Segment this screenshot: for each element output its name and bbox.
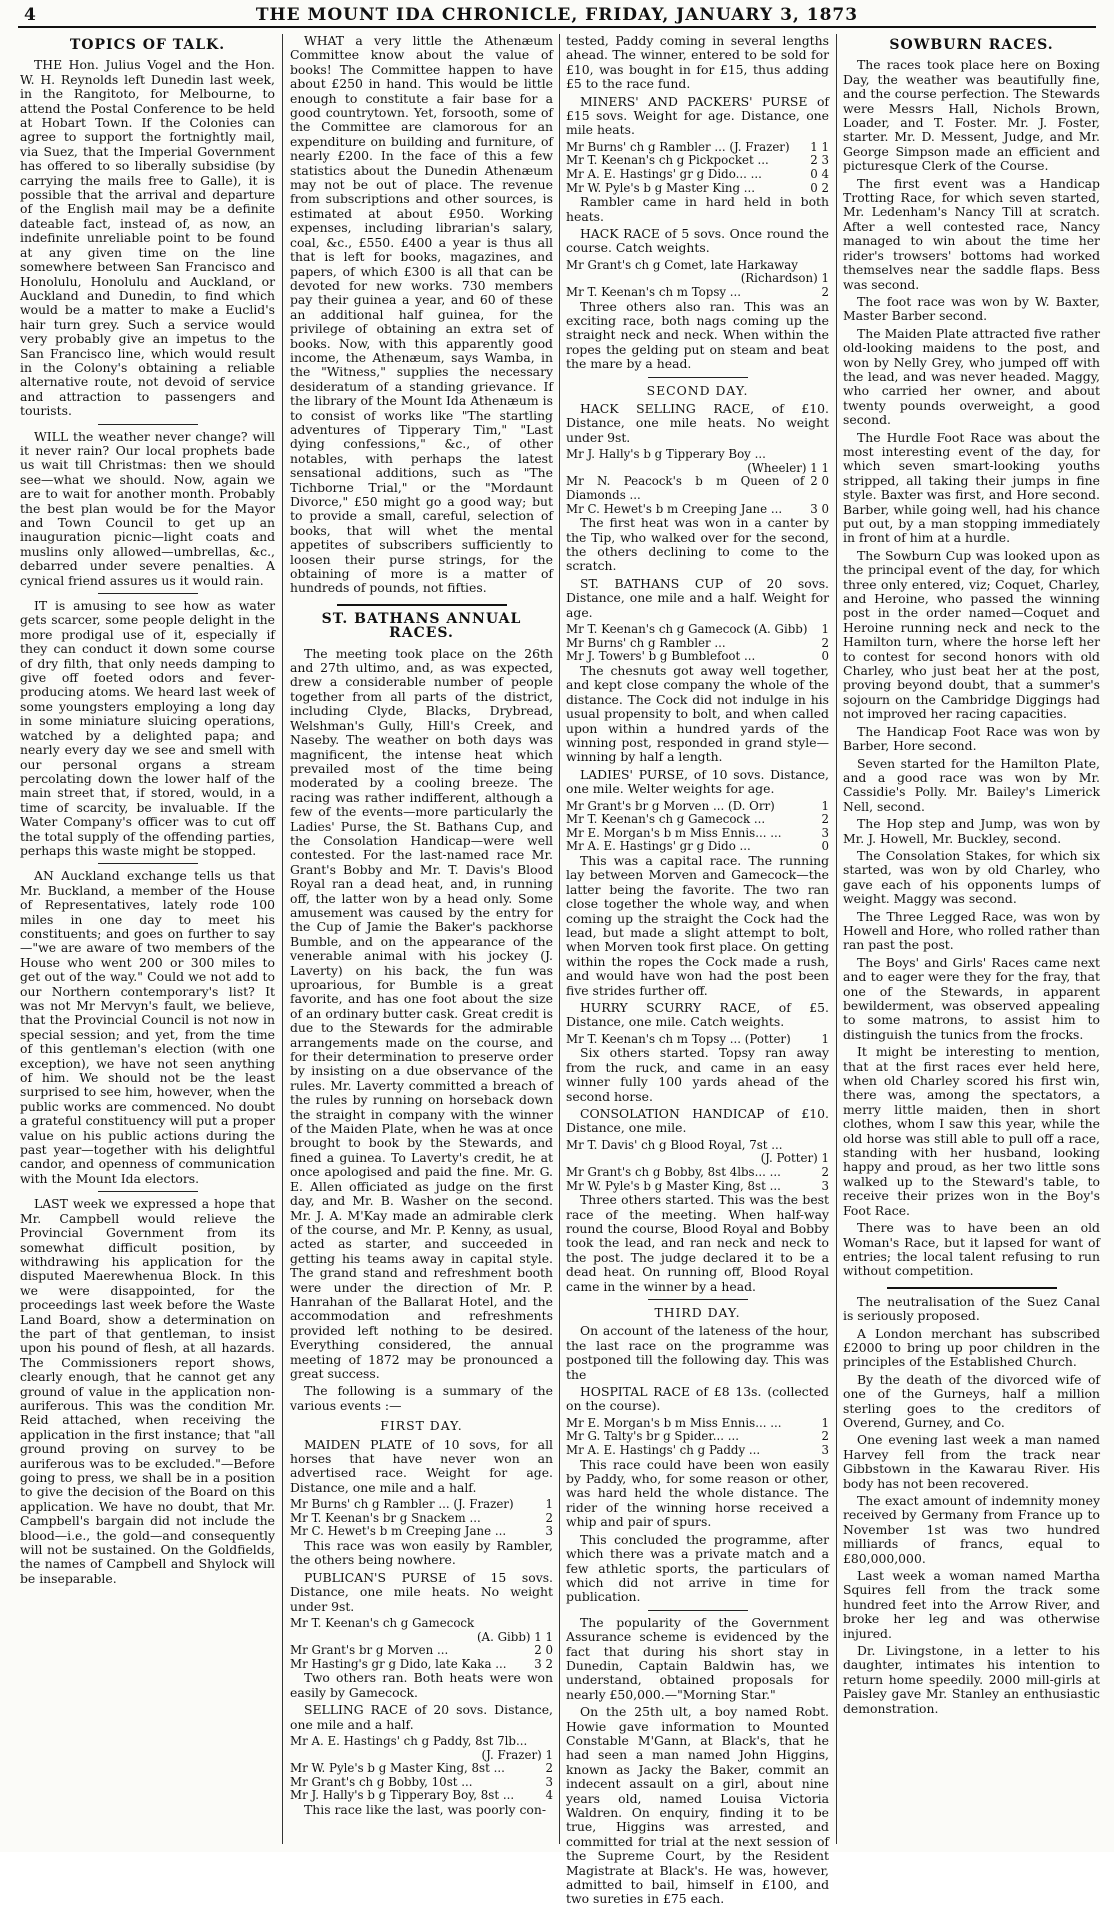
race-note: Three others started. This was the best race of the meeting. When half-way round the course, Blood Royal and Bobby took the lead, and ran neck and neck to the post. The judge declared it to be a dead heat. On running off, Blood Royal came in the winner by a head. — [566, 1192, 829, 1294]
news-item: The neutralisation of the Suez Canal is seriously proposed. — [843, 1293, 1100, 1324]
news-item: Dr. Livingstone, in a letter to his daughter, intimates his intention to return home speedily. 2000 mill-girls at Paisley gave Mr. Stanley an enthusiastic demonstration. — [843, 1643, 1100, 1716]
race-title: PUBLICAN'S PURSE of 15 sovs. Distance, one mile heats. No weight under 9st. — [290, 1569, 553, 1614]
result-horse: Mr T. Keenan's ch g Gamecock — [290, 1616, 475, 1631]
result-placing: 2 — [545, 1510, 553, 1525]
results-list — [290, 1762, 553, 1803]
result-placing: 0 — [821, 649, 829, 664]
column-divider — [559, 34, 560, 1844]
result-entry — [566, 286, 829, 300]
day-heading: FIRST DAY. — [380, 1418, 463, 1434]
result-placing: 1 — [821, 1031, 829, 1046]
st-bathans-heading: ST. BATHANS ANNUAL RACES. — [321, 610, 522, 642]
column-3 — [566, 33, 829, 1907]
news-item: By the death of the divorced wife of one of the Gurneys, half a million sterling goes to the creditors of Overend, Gurney, and Co. — [843, 1371, 1100, 1430]
column-4 — [843, 34, 1100, 1844]
article-paragraph: tested, Paddy coming in several lengths ahead. The winner, entered to be sold for £10, was bought in for £15, thus adding £5 to the race fund. — [566, 33, 829, 92]
result-entry — [566, 1444, 829, 1458]
result-entry — [566, 168, 829, 182]
masthead-title: THE MOUNT IDA CHRONICLE, FRIDAY, JANUARY 3, 1873 — [255, 5, 859, 25]
result-horse: Mr Burns' ch g Rambler ... — [566, 635, 726, 650]
result-placing — [547, 1617, 553, 1631]
result-jockey: (J. Potter) 1 — [760, 1151, 829, 1166]
column-divider — [282, 34, 283, 1844]
result-entry — [566, 503, 829, 517]
result-placing: 2 — [821, 635, 829, 650]
result-horse: Mr Grant's br g Morven ... — [290, 1643, 449, 1658]
column-2 — [290, 34, 553, 1844]
result-placing: 3 — [545, 1524, 553, 1539]
separator — [648, 377, 748, 378]
separator — [98, 1191, 198, 1192]
separator — [98, 424, 198, 425]
result-placing: 2 — [821, 285, 829, 300]
result-horse: Mr Grant's ch g Comet, late Harkaway — [566, 257, 798, 272]
result-entry — [566, 448, 829, 462]
results-list — [566, 1033, 829, 1047]
article-paragraph: The Hop step and Jump, was won by Mr. J. Howell, Mr. Buckley, second. — [843, 816, 1100, 846]
result-placing: 3 0 — [810, 501, 829, 516]
result-horse: Mr A. E. Hastings' ch g Paddy, 8st 7lb... — [290, 1734, 528, 1749]
result-entry — [290, 1789, 553, 1803]
result-placing — [823, 448, 829, 462]
result-placing: 3 — [821, 1443, 829, 1458]
result-horse: Mr T. Keenan's br g Snackem ... — [290, 1510, 481, 1525]
race-title: MINERS' AND PACKERS' PURSE of £15 sovs. Weight for age. Distance, one mile heats. — [566, 93, 829, 138]
article-paragraph: The Hurdle Foot Race was about the most interesting event of the day, for which seven smart-looking youths stripped, all taking their jumps in fine style. Baxter was first, and Hore second. Barber, while going well, had his chance put out, by a man stopping immediately in front of him at a hurdle. — [843, 429, 1100, 546]
article-paragraph: This concluded the programme, after which there was a private match and a few athletic sports, the particulars of which did not arrive in time for publication. — [566, 1531, 829, 1605]
result-placing — [823, 1139, 829, 1153]
results-list — [566, 800, 829, 854]
result-placing: 2 — [545, 1761, 553, 1776]
result-placing: 4 — [545, 1788, 553, 1803]
results-list — [566, 259, 829, 273]
results-list — [566, 475, 829, 516]
results-list — [290, 1498, 553, 1539]
result-horse: Mr W. Pyle's b g Master King, 8st ... — [290, 1761, 505, 1776]
result-entry — [290, 1644, 553, 1658]
result-placing — [547, 1735, 553, 1749]
result-jockey: (A. Gibb) 1 1 — [476, 1629, 553, 1644]
result-placing: 3 2 — [534, 1656, 553, 1671]
result-horse: Mr J. Hally's b g Tipperary Boy ... — [566, 447, 766, 462]
race-title: CONSOLATION HANDICAP of £10. Distance, one mile. — [566, 1106, 829, 1136]
race-title: MAIDEN PLATE of 10 sovs, for all horses that have never won an advertised race. Weight for age. Distance, one mile and a half. — [290, 1436, 553, 1495]
result-entry — [566, 1430, 829, 1444]
result-entry — [566, 1166, 829, 1180]
results-list — [566, 286, 829, 300]
result-horse: Mr A. E. Hastings' ch g Paddy ... — [566, 1443, 761, 1458]
article-paragraph: The Boys' and Girls' Races came next and to eager were they for the fray, that one of the Stewards, in apparent bewilderment, was observed appealing to some matrons, to assist him to distinguish the tunics from the frocks. — [843, 954, 1100, 1042]
article-paragraph: On account of the lateness of the hour, the last race on the programme was postponed till the following day. This was the — [566, 1323, 829, 1382]
article-paragraph: AN Auckland exchange tells us that Mr. Buckland, a member of the House of Representatives, lately rode 100 miles in one day to meet his constituents; and goes on further to say—"we are aware of two members of the House who went 200 or 300 miles to get out of the way." Could we not add to our Northern contemporary's list? It was not Mr Mervyn's fault, we believe, that the Provincial Council is not now in special session; and yet, from the time of this gentleman's election (with one exception), we have not seen anything of him. We should not be the least surprised to see him, however, when the public works are commenced. No doubt a grateful constituency will put a proper value on his public actions during the past year—together with his delightful candor, and openness of communication with the Mount Ida electors. — [20, 868, 275, 1186]
article-paragraph: The following is a summary of the various events :— — [290, 1383, 553, 1413]
day-heading: SECOND DAY. — [646, 382, 749, 398]
result-horse: Mr T. Keenan's ch g Pickpocket ... — [566, 153, 769, 168]
result-entry — [566, 182, 829, 196]
separator — [648, 1610, 748, 1611]
news-item: One evening last week a man named Harvey fell from the track near Gibbstown in the Kawarau River. His body has not been recovered. — [843, 1432, 1100, 1491]
result-entry — [566, 1139, 829, 1153]
result-horse: Mr Grant's ch g Bobby, 8st 4lbs... ... — [566, 1165, 781, 1179]
result-entry — [566, 259, 829, 273]
article-paragraph: WILL the weather never change? will it never rain? Our local prophets bade us wait till Christmas: then we should see—what we should. Now, again we are to wait for another month. Probably the best plan would be for the Mayor and Town Council to get up an inauguration picnic—light coats and muslins only allowed—umbrellas, &c., debarred under severe penalties. A cynical friend assures us it would rain. — [20, 428, 275, 588]
result-horse: Mr Hasting's gr g Dido, late Kaka ... — [290, 1656, 507, 1671]
topics-heading: TOPICS OF TALK. — [69, 37, 226, 53]
separator — [648, 1299, 748, 1300]
race-note: Two others ran. Both heats were won easily by Gamecock. — [290, 1670, 553, 1700]
news-item: Last week a woman named Martha Squires fell from the track some hundred feet into the Arrow River, and broke her leg and was otherwise injured. — [843, 1568, 1100, 1641]
race-title: HURRY SCURRY RACE, of £5. Distance, one mile. Catch weights. — [566, 999, 829, 1030]
result-entry — [566, 154, 829, 168]
result-entry — [566, 1180, 829, 1194]
result-horse: Mr G. Talty's br g Spider... ... — [566, 1429, 739, 1444]
article-paragraph: The foot race was won by W. Baxter, Master Barber second. — [843, 293, 1100, 324]
news-item: A London merchant has subscribed £2000 to bring up poor children in the principles of the Established Church. — [843, 1325, 1100, 1370]
results-list — [566, 1166, 829, 1193]
result-placing: 2 0 — [810, 474, 829, 489]
result-entry — [290, 1525, 553, 1539]
race-title: ST. BATHANS CUP of 20 sovs. Distance, one mile and a half. Weight for age. — [566, 575, 829, 620]
result-placing: 0 4 — [810, 167, 829, 182]
result-horse: Mr Grant's br g Morven ... (D. Orr) — [566, 798, 775, 813]
result-horse: Mr J. Towers' b g Bumblefoot ... — [566, 649, 756, 664]
result-horse: Mr E. Morgan's b m Miss Ennis... ... — [566, 1415, 782, 1430]
result-entry — [290, 1762, 553, 1776]
article-paragraph: IT is amusing to see how as water gets scarcer, some people delight in the more prodigal use of it, especially if they can conduct it down some course of dry filth, that only needs damping to give off foeted odors and fever-producing atoms. We heard last week of some youngsters employing a long day in some miniature sluicing operations, watched by a delighted papa; and nearly every day we see and smell with our personal organs a stream percolating down the lower half of the main street that, if stored, would, in a time of scarcity, be invaluable. If the Water Company's officer was to cut off the total supply of the offending parties, perhaps this waste might be stopped. — [20, 598, 275, 858]
column-1 — [20, 34, 275, 1844]
article-paragraph: The Handicap Foot Race was won by Barber, Hore second. — [843, 723, 1100, 754]
article-paragraph: Seven started for the Hamilton Plate, and a good race was won by Mr. Cassidie's Polly. Mr. Bailey's Limerick Nell, second. — [843, 755, 1100, 814]
result-entry — [290, 1512, 553, 1526]
result-horse: Mr Burns' ch g Rambler ... (J. Frazer) — [566, 139, 790, 154]
results-list — [566, 623, 829, 664]
result-entry — [566, 827, 829, 841]
result-horse: Mr T. Davis' ch g Blood Royal, 7st ... — [566, 1137, 783, 1152]
result-placing: 3 — [545, 1774, 553, 1789]
result-horse: Mr C. Hewet's b m Creeping Jane ... — [290, 1524, 507, 1539]
result-entry — [290, 1498, 553, 1512]
article-paragraph: The Consolation Stakes, for which six started, was won by old Charley, who gave each of his opponents lumps of weight. Maggy was second. — [843, 847, 1100, 907]
result-entry — [566, 623, 829, 637]
race-note: Rambler came in hard held in both heats. — [566, 194, 829, 224]
result-horse: Mr N. Peacock's b m Queen of Diamonds ... — [566, 474, 805, 503]
column-divider — [836, 34, 837, 1844]
sowburn-heading: SOWBURN RACES. — [889, 37, 1054, 53]
race-note: Three others also ran. This was an exciting race, both nags coming up the straight neck and neck. When within the ropes the gelding put on steam and beat the mare by a head. — [566, 298, 829, 372]
result-placing: 2 — [821, 1429, 829, 1444]
result-horse: Mr E. Morgan's b m Miss Ennis... ... — [566, 825, 782, 840]
result-entry — [290, 1776, 553, 1790]
masthead-rule — [18, 26, 1096, 28]
article-paragraph: The Maiden Plate attracted five rather old-looking maidens to the post, and won by Nelly Grey, who jumped off with the lead, and was never headed. Maggy, who carried her owner, and about twenty pounds overweight, a good second. — [843, 325, 1100, 428]
result-entry — [290, 1617, 553, 1631]
result-horse: Mr Grant's ch g Bobby, 10st ... — [290, 1774, 473, 1789]
results-list — [566, 141, 829, 195]
result-placing: 3 — [821, 825, 829, 840]
result-placing: 1 — [821, 1415, 829, 1430]
result-entry — [566, 475, 829, 502]
result-placing: 1 1 — [810, 139, 829, 154]
article-paragraph: The popularity of the Government Assurance scheme is evidenced by the fact that during his short stay in Dunedin, Captain Baldwin has, we understand, obtained proposals for nearly £50,000.—"Morning Star." — [566, 1614, 829, 1702]
result-horse: Mr W. Pyle's b g Master King ... — [566, 180, 756, 195]
article-paragraph: The first event was a Handicap Trotting Race, for which seven started, Mr. Ledenham's Nancy Till at scratch. After a well contested race, Nancy managed to win about the time her rider's trowsers' bottoms had worked themselves near the saddle flaps. Bess was second. — [843, 175, 1100, 292]
article-paragraph: It might be interesting to mention, that at the first races ever held here, when old Charley scored his first win, there was, among the spectators, a merry little maiden, then in short clothes, whom I saw this year, while the old horse was still able to pull off a race, standing with her husband, looking happy and proud, as her two little sons walked up to the Steward's table, to receive their prizes won in the Boy's Foot Race. — [843, 1044, 1100, 1218]
result-horse: Mr T. Keenan's ch g Gamecock ... — [566, 812, 766, 827]
result-horse: Mr C. Hewet's b m Creeping Jane ... — [566, 501, 783, 516]
result-placing: 2 — [821, 812, 829, 827]
masthead — [0, 0, 1114, 32]
result-placing: 2 3 — [810, 153, 829, 168]
result-entry — [566, 813, 829, 827]
race-title: HOSPITAL RACE of £8 13s. (collected on the course). — [566, 1384, 829, 1414]
result-placing: 1 — [821, 798, 829, 813]
result-jockey: (Richardson) 1 — [740, 271, 829, 286]
race-title: HACK RACE of 5 sovs. Once round the course. Catch weights. — [566, 226, 829, 256]
race-title: SELLING RACE of 20 sovs. Distance, one mile and a half. — [290, 1702, 553, 1732]
result-placing: 1 — [545, 1497, 553, 1512]
race-note: This race like the last, was poorly con- — [304, 1802, 547, 1817]
result-placing: 3 — [821, 1178, 829, 1193]
separator — [887, 1287, 1057, 1289]
article-paragraph: WHAT a very little the Athenæum Committee know about the value of books! The Committee happen to have about £250 in hand. This would be little enough to constitute a fair base for a good countrytown. Yet, forsooth, some of the Committee are clamorous for an expenditure on building and furniture, of nearly £200. In the face of this a few statistics about the Dunedin Athenæum may not be out of place. The revenue from subscriptions and other sources, is estimated at about £950. Working expenses, including librarian's salary, coal, &c., £550. £400 a year is thus all that is left for books, magazines, and papers, of which £300 is all that can be devoted for new works. 730 members pay their guinea a year, and 60 of these an additional half guinea, for the privilege of obtaining an extra set of books. Now, with this apparently good income, the Athenæum, says Wamba, in the "Witness," supplies the necessary desideratum of a standing grievance. If the library of the Mount Ida Athenæum is to consist of works like "The startling adventures of Tipperary Tim," "Last dying confessions," &c., of other notables, with perhaps the latest sensational additions, such as "The Tichborne Trial," or the "Mordaunt Divorce," £50 might go a good way; but to provide a small, careful, selection of books, that will whet the mental appetites of subscribers sufficiently to loosen their purse strings, for the obtaining of more is a matter of hundreds of pounds, not fifties. — [290, 33, 553, 596]
result-horse: Mr J. Hally's b g Tipperary Boy, 8st ... — [290, 1788, 515, 1803]
race-title: HACK SELLING RACE, of £10. Distance, one mile heats. No weight under 9st. — [566, 401, 829, 445]
result-horse: Mr A. E. Hastings' gr g Dido ... — [566, 839, 751, 854]
article-paragraph: The meeting took place on the 26th and 27th ultimo, and, as was expected, drew a considerable number of people together from all parts of the district, including Clyde, Blacks, Drybread, Welshman's Gully, Hill's Creek, and Naseby. The weather on both days was magnificent, the intense heat which prevailed most of the time being moderated by a cooling breeze. The racing was rather indifferent, although a few of the events—more particularly the Ladies' Purse, the St. Bathans Cup, and the Consolation Handicap—were well contested. For the last-named race Mr. Grant's Bobby and Mr. T. Davis's Blood Royal ran a dead heat, and, in running off, the latter won by a head only. Some amusement was caused by the entry for the Cup of Jamie the Baker's packhorse Bumble, and on the appearance of the venerable animal with his jockey (J. Laverty) on his back, the fun was uproarious, for Bumble is a great favorite, and has one foot about the size of an ordinary butter cask. Great credit is due to the Stewards for the admirable arrangements made on the course, and for their determination to preserve order by insisting on a due observance of the rules. Mr. Laverty committed a breach of the rules by running on horseback down the straight in company with the winner of the Maiden Plate, when he was at once brought to book by the Stewards, and fined a guinea. To Laverty's credit, he at once apologised and paid the fine. Mr. G. E. Allen officiated as judge on the first day, and Mr. B. Washer on the second. Mr. J. A. M'Kay made an admirable clerk of the course, and Mr. P. Kenny, as usual, acted as starter, and succeeded in getting his teams away in capital style. The grand stand and refreshment booth were under the direction of Mr. P. Hanrahan of the Ballarat Hotel, and the accommodation and refreshments provided left nothing to be desired. Everything considered, the annual meeting of 1872 may be pronounced a great success. — [290, 645, 553, 1381]
article-paragraph: The races took place here on Boxing Day, the weather was beautifully fine, and the course perfection. The Stewards were Messrs Hall, Nichols Brown, Loader, and T. Foster. Mr. J. Foster, starter. Mr. D. Messent, Judge, and Mr. George Simpson made an efficient and picturesque Clerk of the Course. — [843, 57, 1100, 174]
result-entry — [566, 141, 829, 155]
race-note: Six others started. Topsy ran away from the ruck, and came in an easy winner fully 100 yards ahead of the second horse. — [566, 1045, 829, 1104]
result-entry — [566, 1033, 829, 1047]
result-jockey: (J. Frazer) 1 — [481, 1747, 553, 1762]
separator — [337, 604, 507, 606]
result-entry — [290, 1735, 553, 1749]
result-entry — [566, 650, 829, 664]
results-list — [566, 448, 829, 462]
article-paragraph: There was to have been an old Woman's Race, but it lapsed for want of entries; the local talent refusing to run without competition. — [843, 1220, 1100, 1279]
page-number: 4 — [24, 5, 36, 25]
result-entry — [566, 840, 829, 854]
race-title: LADIES' PURSE, of 10 sovs. Distance, one mile. Welter weights for age. — [566, 766, 829, 797]
race-note: This race could have been won easily by Paddy, who, for some reason or other, was hard held the whole distance. The rider of the winning horse received a whip and pair of spurs. — [566, 1456, 829, 1530]
result-horse: Mr A. E. Hastings' gr g Dido... ... — [566, 167, 762, 182]
race-note: This race was won easily by Rambler, the others being nowhere. — [290, 1538, 553, 1568]
article-paragraph: LAST week we expressed a hope that Mr. Campbell would relieve the Provincial Government from its somewhat difficult position, by withdrawing his application for the disputed Maerewhenua Block. In this we were disappointed, for the proceedings last week before the Waste Land Board, show a determination on the part of that gentleman, to insist upon his pound of flesh, at all hazards. The Commissioners report shows, clearly enough, that he cannot get any ground of value in the application non-auriferous. This was the condition Mr. Reid attached, when receiving the application in the first instance; that "all ground proving on survey to be auriferous was to be excluded."—Before going to press, we shall be in a position to give the decision of the Board on this application. We have no doubt, that Mr. Campbell's bargain did not include the blood—i.e., the gold—and consequently will not be sustained. On the Goldfields, the names of Campbell and Shylock will be inseparable. — [20, 1196, 275, 1586]
results-list — [566, 1417, 829, 1458]
results-list — [566, 1139, 829, 1153]
result-jockey: (Wheeler) 1 1 — [747, 460, 829, 475]
race-note: This was a capital race. The running lay between Morven and Gamecock—the latter being the favorite. The two ran close together the whole way, and when coming up the straight the Cock had the lead, but made a slight attempt to bolt, when Morven took first place. On getting within the ropes the Cock made a rush, and would have won had the post been five strides further off. — [566, 852, 829, 998]
result-placing: 1 — [821, 622, 829, 637]
race-note: The chesnuts got away well together, and kept close company the whole of the distance. The Cock did not indulge in his usual propensity to bolt, and when called upon within a hundred yards of the winning post, responded in grand style—winning by half a length. — [566, 662, 829, 765]
separator — [98, 863, 198, 864]
result-horse: Mr T. Keenan's ch g Gamecock (A. Gibb) — [566, 622, 808, 637]
result-horse: Mr T. Keenan's ch m Topsy ... — [566, 285, 742, 300]
result-entry — [290, 1658, 553, 1672]
article-paragraph: The Sowburn Cup was looked upon as the principal event of the day, for which three only entered, viz; Coquet, Charley, and Heroine, who passed the winning post in the order named—Coquet and Heroine running neck and neck to the Hamilton turn, where the horse left her to contest for second honors with old Charley, who just beat her at the post, proving beyond doubt, that a summer's sojourn on the Cambridge Diggings had not improved her racing capacities. — [843, 547, 1100, 722]
result-horse: Mr W. Pyle's b g Master King, 8st ... — [566, 1178, 781, 1193]
results-list — [290, 1644, 553, 1671]
separator — [98, 593, 198, 594]
result-horse: Mr T. Keenan's ch m Topsy ... (Potter) — [566, 1031, 791, 1046]
race-note: The first heat was won in a canter by the Tip, who walked over for the second, the others declining to come to the scratch. — [566, 515, 829, 574]
result-placing: 0 — [821, 839, 829, 854]
result-placing: 0 2 — [810, 180, 829, 195]
result-entry — [566, 1417, 829, 1431]
day-heading: THIRD DAY. — [654, 1305, 741, 1321]
result-entry — [566, 800, 829, 814]
news-item: The exact amount of indemnity money received by Germany from France up to November 1st was two hundred milliards of francs, equal to £80,000,000. — [843, 1493, 1100, 1566]
result-placing: 2 — [821, 1165, 829, 1179]
results-list — [290, 1735, 553, 1749]
result-placing: 2 0 — [534, 1643, 553, 1658]
result-horse: Mr Burns' ch g Rambler ... (J. Frazer) — [290, 1497, 514, 1512]
result-placing — [823, 259, 829, 273]
results-list — [290, 1617, 553, 1631]
article-paragraph: The Three Legged Race, was won by Howell and Hore, who rolled rather than ran past the post. — [843, 908, 1100, 953]
result-entry — [566, 637, 829, 651]
article-paragraph: On the 25th ult, a boy named Robt. Howie gave information to Mounted Constable M'Gann, at Black's, that he had seen a man named John Higgins, known as Jacky the Baker, commit an indecent assault on a girl, about nine years old, named Louisa Victoria Waldren. On enquiry, finding it to be true, Higgins was arrested, and committed for trial at the next session of the Supreme Court, by the Resident Magistrate at Black's. He was, however, admitted to bail, himself in £100, and two sureties in £75 each. — [566, 1704, 829, 1907]
article-paragraph: THE Hon. Julius Vogel and the Hon. W. H. Reynolds left Dunedin last week, in the Rangitoto, for Melbourne, to attend the Postal Conference to be held at Hobart Town. If the Colonies can agree to support the fortnightly mail, via Suez, that the Imperial Government has offered to so liberally subsidise (by carrying the mails free to Galle), it is possible that the arrival and departure of the English mail may be a definite dateable fact, instead of, as now, an indefinite unreliable point to be found at any given time on the line somewhere between San Francisco and Honolulu, Honolulu and Auckland, or Auckland and Dunedin, to find which would be a matter to make a Euclid's hair turn grey. Such a service would very probably give an impetus to the San Francisco line, which would result in the Colony's obtaining a reliable alternative route, not devoid of service and attraction to passengers and tourists. — [20, 57, 275, 419]
